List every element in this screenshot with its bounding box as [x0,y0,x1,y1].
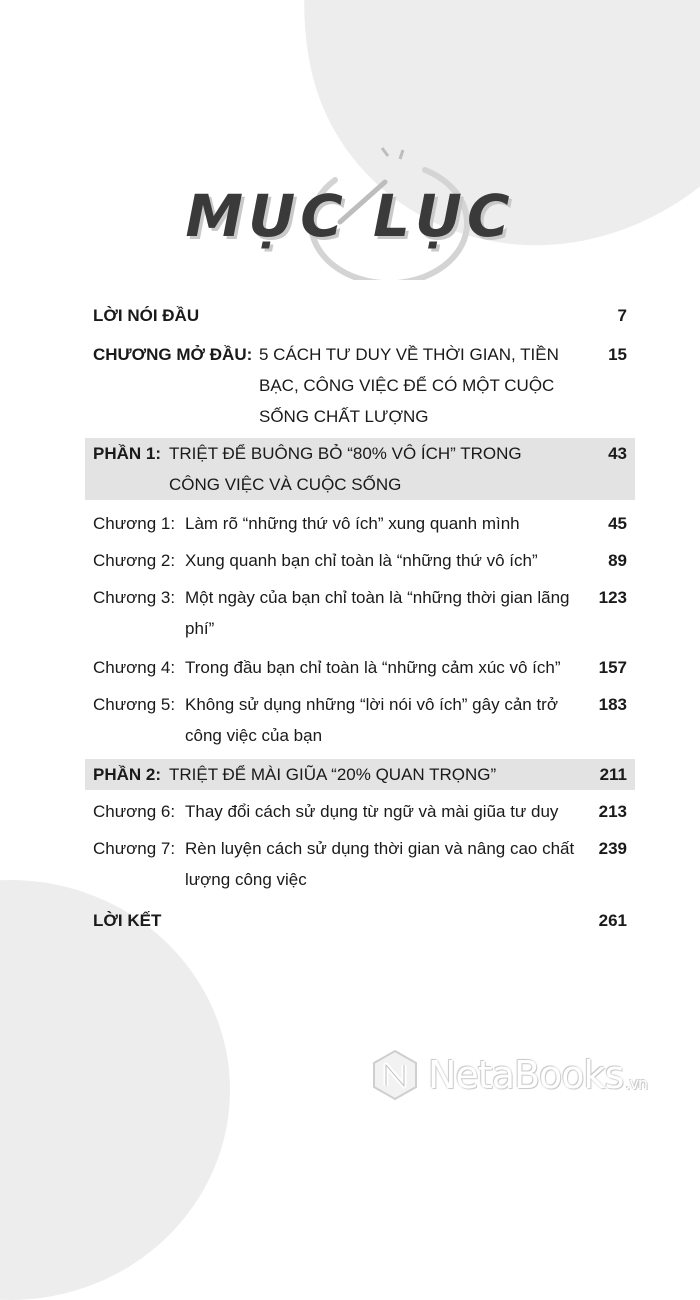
toc-entry-prefix: PHẦN 2: [93,765,162,784]
toc-entry[interactable] [85,652,635,683]
toc-entry-title: Làm rõ “những thứ vô ích” xung quanh mình [185,514,520,533]
toc-entry-label [93,582,577,644]
toc-entry-label [93,300,577,331]
toc-entry-prefix: LỜI NÓI ĐẦU [93,306,200,325]
toc-entry-page-number: 157 [598,658,627,677]
toc-entry-page-number: 239 [598,839,627,858]
background-shape-bottom [0,880,230,1300]
toc-entry-page-number: 123 [598,588,627,607]
toc-entry-prefix: Chương 3: [93,588,176,607]
toc-entry-title: Trong đầu bạn chỉ toàn là “những cảm xúc vô ích” [185,658,561,677]
toc-entry[interactable] [85,796,635,827]
toc-entry[interactable] [85,759,635,790]
toc-entry-prefix: Chương 6: [93,802,176,821]
watermark [368,1045,700,1105]
table-of-contents [85,300,635,936]
toc-entry-prefix: Chương 1: [93,514,176,533]
toc-entry[interactable] [85,545,635,576]
toc-entry[interactable] [85,300,635,331]
toc-entry-title: Rèn luyện cách sử dụng thời gian và nâng cao chất lượng công việc [185,839,575,889]
toc-entry-title: TRIỆT ĐỂ MÀI GIŨA “20% QUAN TRỌNG” [169,765,497,784]
toc-entry-label [93,508,577,539]
toc-entry-page-number: 261 [598,911,627,930]
toc-entry-label [93,652,577,683]
toc-entry-label [93,339,577,432]
toc-entry[interactable] [85,582,635,644]
toc-entry[interactable] [85,689,635,751]
toc-entry-prefix: LỜI KẾT [93,911,162,930]
toc-entry-label [93,759,577,790]
toc-entry-prefix: Chương 2: [93,551,176,570]
page-title: MỤC LỤC [185,182,515,250]
toc-entry-page-number: 183 [598,695,627,714]
toc-entry-label [93,905,577,936]
toc-entry-page-number: 213 [598,802,627,821]
watermark-suffix: .vn [625,1074,648,1093]
toc-entry-title: 5 CÁCH TƯ DUY VỀ THỜI GIAN, TIỀN BẠC, CÔNG VIỆC ĐỂ CÓ MỘT CUỘC SỐNG CHẤT LƯỢNG [259,345,559,426]
toc-entry-label [93,796,577,827]
toc-entry-prefix: CHƯƠNG MỞ ĐẦU: [93,345,253,364]
toc-entry-page-number: 89 [608,551,627,570]
title-area [0,140,700,280]
toc-entry-page-number: 211 [599,765,627,784]
toc-entry[interactable] [85,833,635,895]
toc-entry-page-number: 43 [608,444,627,463]
toc-entry-label [93,545,577,576]
toc-entry-page-number: 45 [608,514,627,533]
toc-entry-label [93,689,577,751]
toc-entry-label [93,833,577,895]
toc-entry-label [93,438,577,500]
toc-entry-title: TRIỆT ĐỂ BUÔNG BỎ “80% VÔ ÍCH” TRONG CÔNG VIỆC VÀ CUỘC SỐNG [169,444,522,494]
toc-entry-title: Thay đổi cách sử dụng từ ngữ và mài giũa tư duy [185,802,559,821]
toc-entry-title: Không sử dụng những “lời nói vô ích” gây cản trở công việc của bạn [185,695,558,745]
toc-entry-prefix: Chương 5: [93,695,176,714]
toc-entry-page-number: 15 [608,345,627,364]
toc-entry-prefix: PHẦN 1: [93,444,162,463]
toc-entry-prefix: Chương 7: [93,839,176,858]
toc-entry-title: Xung quanh bạn chỉ toàn là “những thứ vô ích” [185,551,538,570]
toc-entry-title [259,905,577,936]
toc-entry[interactable] [85,905,635,936]
toc-entry-page-number: 7 [617,306,627,325]
toc-entry-title [259,300,577,331]
toc-entry[interactable] [85,438,635,500]
toc-entry-title: Một ngày của bạn chỉ toàn là “những thời gian lãng phí” [185,588,570,638]
watermark-brand: NetaBooks [428,1053,624,1097]
toc-entry[interactable] [85,339,635,432]
toc-entry[interactable] [85,508,635,539]
toc-entry-prefix: Chương 4: [93,658,176,677]
netabooks-logo-icon [368,1048,422,1102]
